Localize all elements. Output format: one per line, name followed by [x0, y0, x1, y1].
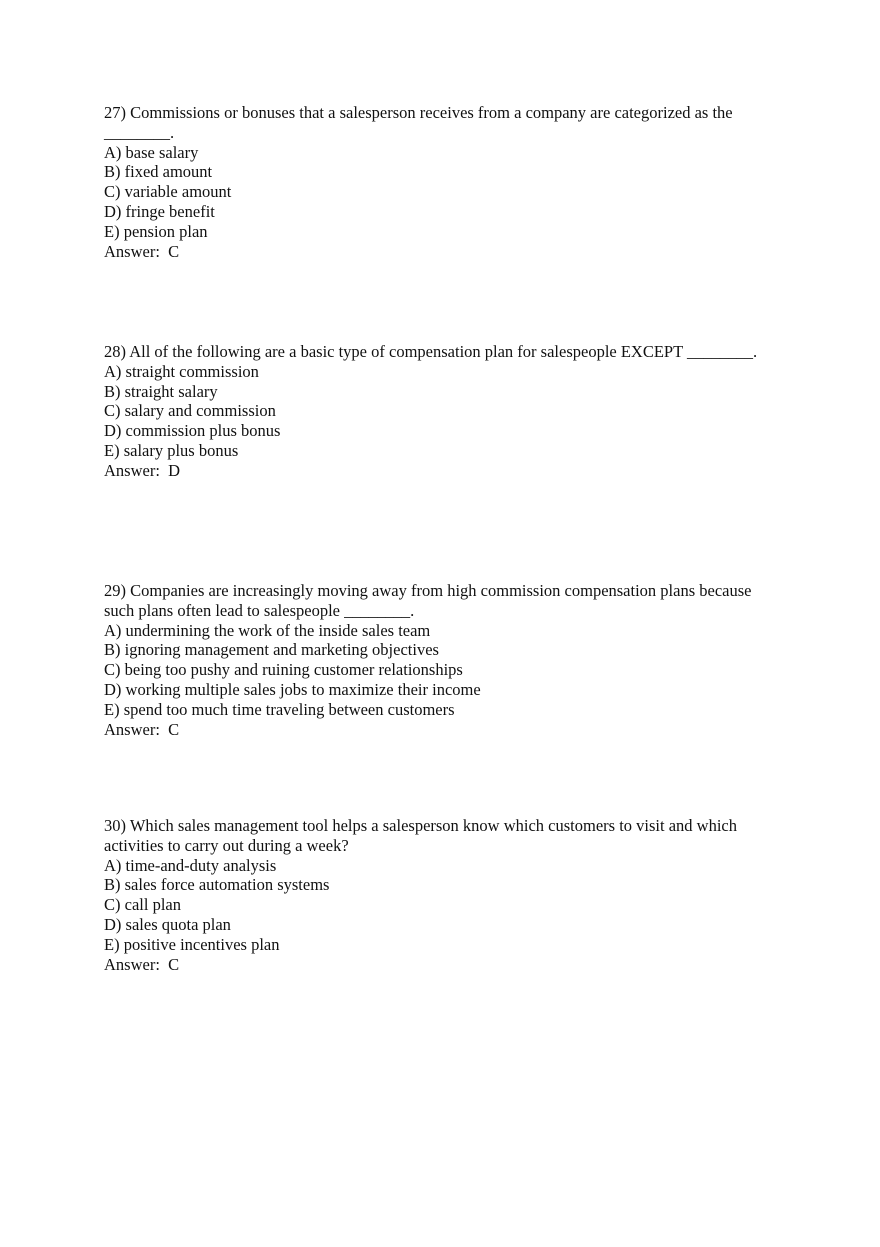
question-stem: 28) All of the following are a basic type of compensation plan for salespeople EXCEPT ________. — [104, 342, 758, 361]
answer-key: Answer: C — [104, 241, 180, 261]
answer-option-e: E) spend too much time traveling between customers — [104, 699, 455, 719]
question-28 — [104, 342, 784, 481]
answer-key: Answer: D — [104, 460, 181, 480]
answer-option-d: D) working multiple sales jobs to maximize their income — [104, 679, 481, 699]
answer-option-b: B) ignoring management and marketing objectives — [104, 640, 439, 660]
answer-option-b: B) sales force automation systems — [104, 875, 330, 895]
answer-option-d: D) commission plus bonus — [104, 421, 281, 441]
answer-key: Answer: C — [104, 954, 180, 974]
answer-option-e: E) positive incentives plan — [104, 934, 280, 954]
answer-option-c: C) being too pushy and ruining customer relationships — [104, 660, 463, 680]
answer-option-a: A) straight commission — [104, 361, 259, 381]
question-30 — [104, 816, 784, 974]
answer-option-a: A) time-and-duty analysis — [104, 855, 277, 875]
answer-key: Answer: C — [104, 719, 180, 739]
answer-option-b: B) straight salary — [104, 381, 218, 401]
question-stem: 30) Which sales management tool helps a salesperson know which customers to visit and which activities to carry out during a week? — [104, 816, 742, 855]
question-29 — [104, 581, 784, 739]
answer-option-b: B) fixed amount — [104, 162, 213, 182]
question-stem: 29) Companies are increasingly moving away from high commission compensation plans because such plans often lead to salespeople ________. — [104, 581, 756, 620]
answer-option-c: C) variable amount — [104, 182, 232, 202]
answer-option-e: E) pension plan — [104, 221, 208, 241]
answer-option-c: C) salary and commission — [104, 401, 276, 421]
question-stem: 27) Commissions or bonuses that a salesperson receives from a company are categorized as the ________. — [104, 103, 737, 142]
answer-option-e: E) salary plus bonus — [104, 440, 239, 460]
answer-option-d: D) fringe benefit — [104, 201, 215, 221]
answer-option-a: A) base salary — [104, 142, 199, 162]
answer-option-a: A) undermining the work of the inside sales team — [104, 620, 431, 640]
answer-option-d: D) sales quota plan — [104, 914, 231, 934]
answer-option-c: C) call plan — [104, 895, 181, 915]
question-27 — [104, 103, 784, 261]
